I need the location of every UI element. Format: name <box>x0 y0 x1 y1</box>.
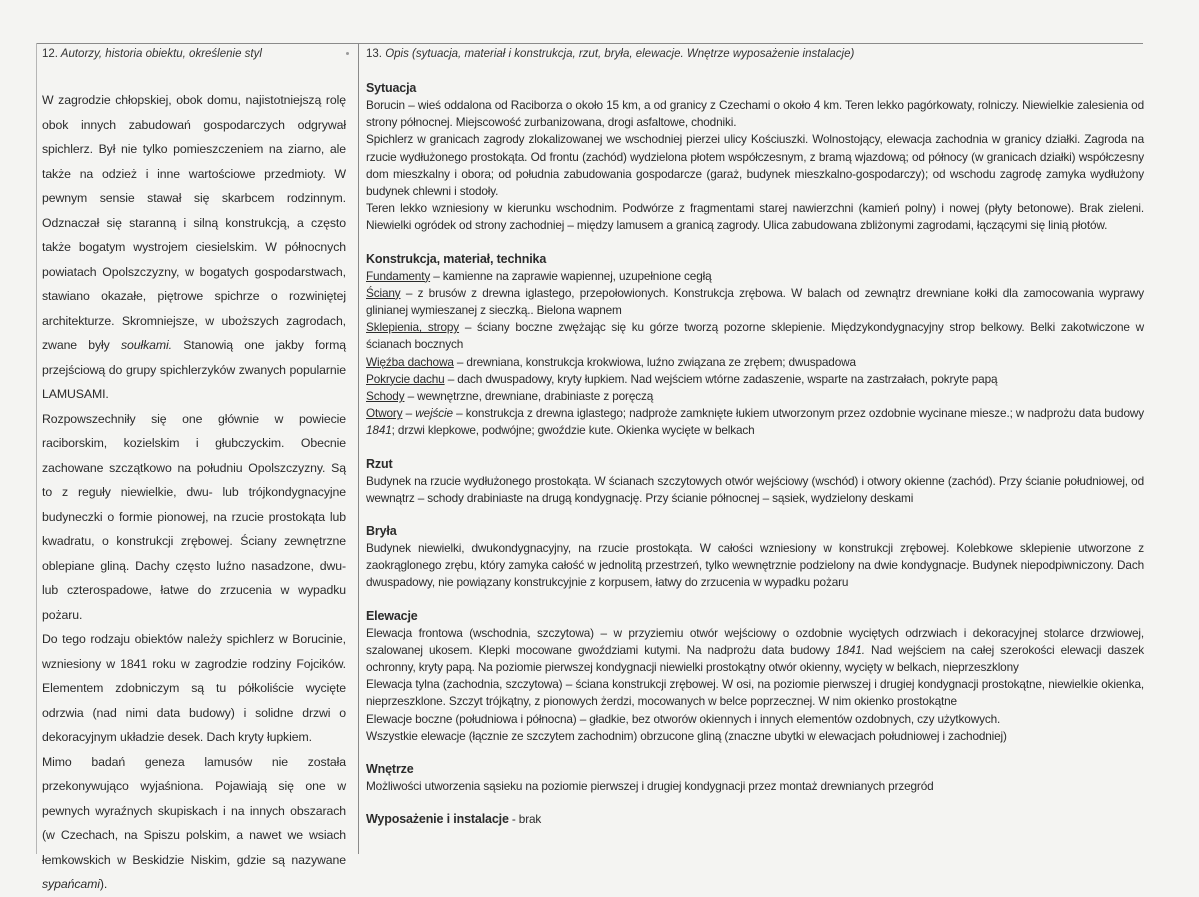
paragraph: Budynek na rzucie wydłużonego prostokąta. W ścianach szczytowych otwór wejściowy (wschód) i otwory okienne (zachód). Przy ścianie południowej, od wewnątrz – schody drabiniaste na drugą kondygnację. Przy ścianie północnej – sąsiek, wydzielony deskami <box>366 473 1144 505</box>
text-run: - brak <box>508 812 542 827</box>
section-heading: Wyposażenie i instalacje <box>366 812 509 827</box>
build-year: 1841 <box>366 423 392 438</box>
history-paragraph: Do tego rodzaju obiektów należy spichlerz w Borucinie, wzniesiony w 1841 roku w zagrodzie rodziny Fojcików. Elementem zdobniczym są tu półkoliście wycięte odrzwia (nad nimi data budowy) i solidne drzwi o dekoracyjnym układzie desek. Dach kryty łupkiem. <box>42 632 346 744</box>
history-text <box>42 88 346 897</box>
item-term: Schody <box>366 389 405 404</box>
paragraph: Teren lekko wzniesiony w kierunku wschodnim. Podwórze z fragmentami starej nawierzchni (kamień polny) i nowej (płyty betonowe). Brak zieleni. Niewielki ogródek od strony zachodniej – między lamusem a granicą zagrody. Ulica zabudowana zbliżonymi zagrodami, łączącymi się linią płotów. <box>366 201 1144 233</box>
item-term: Otwory <box>366 406 403 421</box>
konstrukcja-section <box>366 251 1144 440</box>
italic-term: sypańcami <box>42 877 100 891</box>
paragraph: Spichlerz w granicach zagrody zlokalizowanej we wschodniej pierzei ulicy Kościuszki. Wolnostojący, elewacja zachodnia w granicy działki. Zagroda na rzucie wydłużonego prostokąta. Od frontu (zachód) wydzielona płotem współczesnym, z bramą wjazdową; od północy (w granicach działki) współczesny dom mieszkalny i obora; od południa zabudowania gospodarcze (garaż, budynek mieszkalno-gospodarczy); od wschodu zagrodę zamyka wydłużony budynek chlewni i stodoły. <box>366 132 1144 199</box>
section-title: Opis (sytuacja, materiał i konstrukcja, rzut, bryła, elewacje. Wnętrze wyposażenie instalacje) <box>385 48 855 60</box>
paragraph <box>366 811 1144 828</box>
section-number: 13. <box>366 48 382 60</box>
construction-item: Otwory – wejście – konstrukcja z drewna iglastego; nadproże zamknięte łukiem utworzonym przez ozdobnie wycinane miesze.; w nadprożu data budowy 1841; drzwi klepkowe, podwójne; gwoździe kute. Okienka wycięte w belkach <box>366 406 1144 438</box>
history-column <box>42 44 346 891</box>
section-number: 12. <box>42 48 58 60</box>
section-heading: Wnętrze <box>366 762 414 777</box>
scan-speck <box>346 52 349 55</box>
rzut-section <box>366 456 1144 507</box>
item-term: Więźba dachowa <box>366 354 454 369</box>
construction-item <box>366 388 1144 405</box>
section-title: Autorzy, historia obiektu, określenie styl <box>60 48 262 60</box>
paragraph: Możliwości utworzenia sąsieku na poziomie pierwszej i drugiej kondygnacji przez montaż drewnianych przegród <box>366 779 934 794</box>
paragraph: Wszystkie elewacje (łącznie ze szczytem zachodnim) obrzucone gliną (znaczne ubytki w elewacjach południowej i zachodniej) <box>366 728 1007 743</box>
construction-item <box>366 371 1144 388</box>
table-left-border <box>36 43 37 854</box>
construction-item <box>366 354 1144 371</box>
section-heading: Elewacje <box>366 608 418 623</box>
paragraph: Elewacje boczne (południowa i północna) – gładkie, bez otworów okiennych i innych elementów ozdobnych, czy użytkowych. <box>366 711 1001 726</box>
elewacje-section <box>366 608 1144 745</box>
paragraph: Elewacja tylna (zachodnia, szczytowa) – ściana konstrukcji zrębowej. W osi, na poziomie pierwszej i drugiej kondygnacji prostokątne, niewielkie okienka, nieprzeszklone. Szczyt trójkątny, z pionowych żerdzi, mocowanych w belce poprzecznej. W nim okienko prostokątne <box>366 677 1144 709</box>
text-run: Elewacja frontowa (wschodnia, szczytowa) – w przyziemiu otwór wejściowy o ozdobnie wyciętych odrzwiach i dekoracyjnej stolarce drzwiowej, szalowanej ukosem. Klepki mocowane gwoździami kutymi. Na nadprożu data budowy <box>366 625 1144 657</box>
section-heading: Rzut <box>366 456 393 471</box>
item-text: – dach dwuspadowy, kryty łupkiem. Nad wejściem wtórne zadaszenie, wsparte na zastrzałach, pokryte papą <box>444 371 998 386</box>
text-run: Stanowią one jakby formą przejściową do grupy spichlerzyków zwanych popularnie LAMUSAMI. <box>42 338 346 401</box>
construction-item <box>366 319 1144 353</box>
item-term: Ściany <box>366 285 401 300</box>
history-paragraph <box>42 88 346 407</box>
section-12-header <box>42 48 346 88</box>
text-run: W zagrodzie chłopskiej, obok domu, najistotniejszą rolę obok innych zabudowań gospodarczych odgrywał spichlerz. Był nie tylko pomieszczeniem na ziarno, ale także na odzież i inne wartościowe przedmioty. W pewnym sensie stawał się skarbcem rodzinnym. Odznaczał się staranną i silną konstrukcją, a często także bogatym wystrojem ciesielskim. W północnych powiatach Opolszczyzny, w bogatych gospodarstwach, stawiano okazałe, piętrowe spichrze o rozwiniętej architekturze. Skromniejsze, w uboższych zagrodach, zwane były <box>42 93 346 352</box>
column-divider <box>358 43 359 854</box>
paragraph <box>366 625 1144 677</box>
wyposazenie-section <box>366 811 1144 828</box>
construction-item <box>366 268 1144 285</box>
section-13-header <box>366 48 1144 80</box>
text-run: ). <box>99 877 108 891</box>
item-text: – ściany boczne zwężając się ku górze tworzą pozorne sklepienie. Międzykondygnacyjny strop belkowy. Belki zakotwiczone w ścianach bocznych <box>366 320 1144 352</box>
section-heading: Sytuacja <box>366 81 417 95</box>
item-term: Pokrycie dachu <box>366 371 445 386</box>
history-paragraph: Rozpowszechniły się one głównie w powiecie raciborskim, kozielskim i głubczyckim. Obecnie zachowane szczątkowo na południu Opolszczyzny. Są to z reguły niewielkie, dwu- lub trójkondygnacyjne budyneczki o formie pionowej, na rzucie prostokąta lub kwadratu, o konstrukcji zrębowej. Ściany zewnętrzne oblepiane gliną. Dachy często luźno nasadzone, dwu- lub czterospadowe, łatwe do zrzucenia w wypadku pożaru. <box>42 411 346 622</box>
description-column <box>366 44 1144 854</box>
paragraph: Budynek niewielki, dwukondygnacyjny, na rzucie prostokąta. W całości wzniesiony w konstrukcji zrębowej. Kolebkowe sklepienie utworzone z zaokrąglonego zrębu, który zamyka całość w jednolitą przestrzeń, tylko wewnętrznie podzielony na dwie kondygnacje. Budynek niepodpiwniczony. Dach dwuspadowy, nie powiązany konstrukcyjnie z korpusem, łatwy do zrzucenia w wypadku pożaru <box>366 541 1144 590</box>
text-run: Mimo badań geneza lamusów nie została przekonywująco wyjaśniona. Pojawiają się one w pewnych wyraźnych skupiskach i na innych obszarach (w Czechach, na Spiszu polskim, a nawet we wsiach łemkowskich w Beskidzie Niskim, gdzie są nazywane <box>42 754 346 867</box>
section-heading: Bryła <box>366 524 397 539</box>
item-text: – konstrukcja z drewna iglastego; nadproże zamknięte łukiem utworzonym przez ozdobnie wycinane miesze.; w nadprożu data budowy <box>452 406 1144 421</box>
item-text: – wewnętrzne, drewniane, drabiniaste z poręczą <box>404 389 654 404</box>
item-term: Sklepienia, stropy <box>366 320 460 335</box>
item-text: – drewniana, konstrukcja krokwiowa, luźno związana ze zrębem; dwuspadowa <box>453 354 856 369</box>
section-heading: Konstrukcja, materiał, technika <box>366 251 547 266</box>
sytuacja-section <box>366 80 1144 235</box>
paragraph: Borucin – wieś oddalona od Raciborza o około 15 km, a od granicy z Czechami o około 4 km. Teren lekko pagórkowaty, rolniczy. Niewielkie zalesienia od strony północnej. Miejscowość zurbanizowana, drogi asfaltowe, chodniki. <box>366 98 1144 130</box>
text-run: Nad wejściem na całej szerokości elewacji daszek ochronny, kryty papą. Na poziomie pierwszej kondygnacji niewielki prostokątny otwór okienny, wycięty w belkach, nieprzeszklony <box>366 642 1144 675</box>
wnetrze-section <box>366 761 1144 795</box>
item-text: – kamienne na zaprawie wapiennej, uzupełnione cegłą <box>430 268 712 283</box>
build-year: 1841. <box>836 642 865 657</box>
italic-term: wejście <box>415 406 453 421</box>
construction-item <box>366 285 1144 319</box>
bryla-section <box>366 523 1144 592</box>
history-paragraph <box>42 750 346 897</box>
italic-term: soułkami. <box>120 338 172 352</box>
item-text: – z brusów z drewna iglastego, przepołowionych. Konstrukcja zrębowa. W balach od zewnątrz drewniane kołki dla zamocowania wyprawy glinianej wymieszanej z sieczką.. Bielona wapnem <box>366 285 1144 318</box>
item-term: Fundamenty <box>366 268 431 283</box>
item-text: ; drzwi klepkowe, podwójne; gwoździe kute. Okienka wycięte w belkach <box>391 423 755 438</box>
